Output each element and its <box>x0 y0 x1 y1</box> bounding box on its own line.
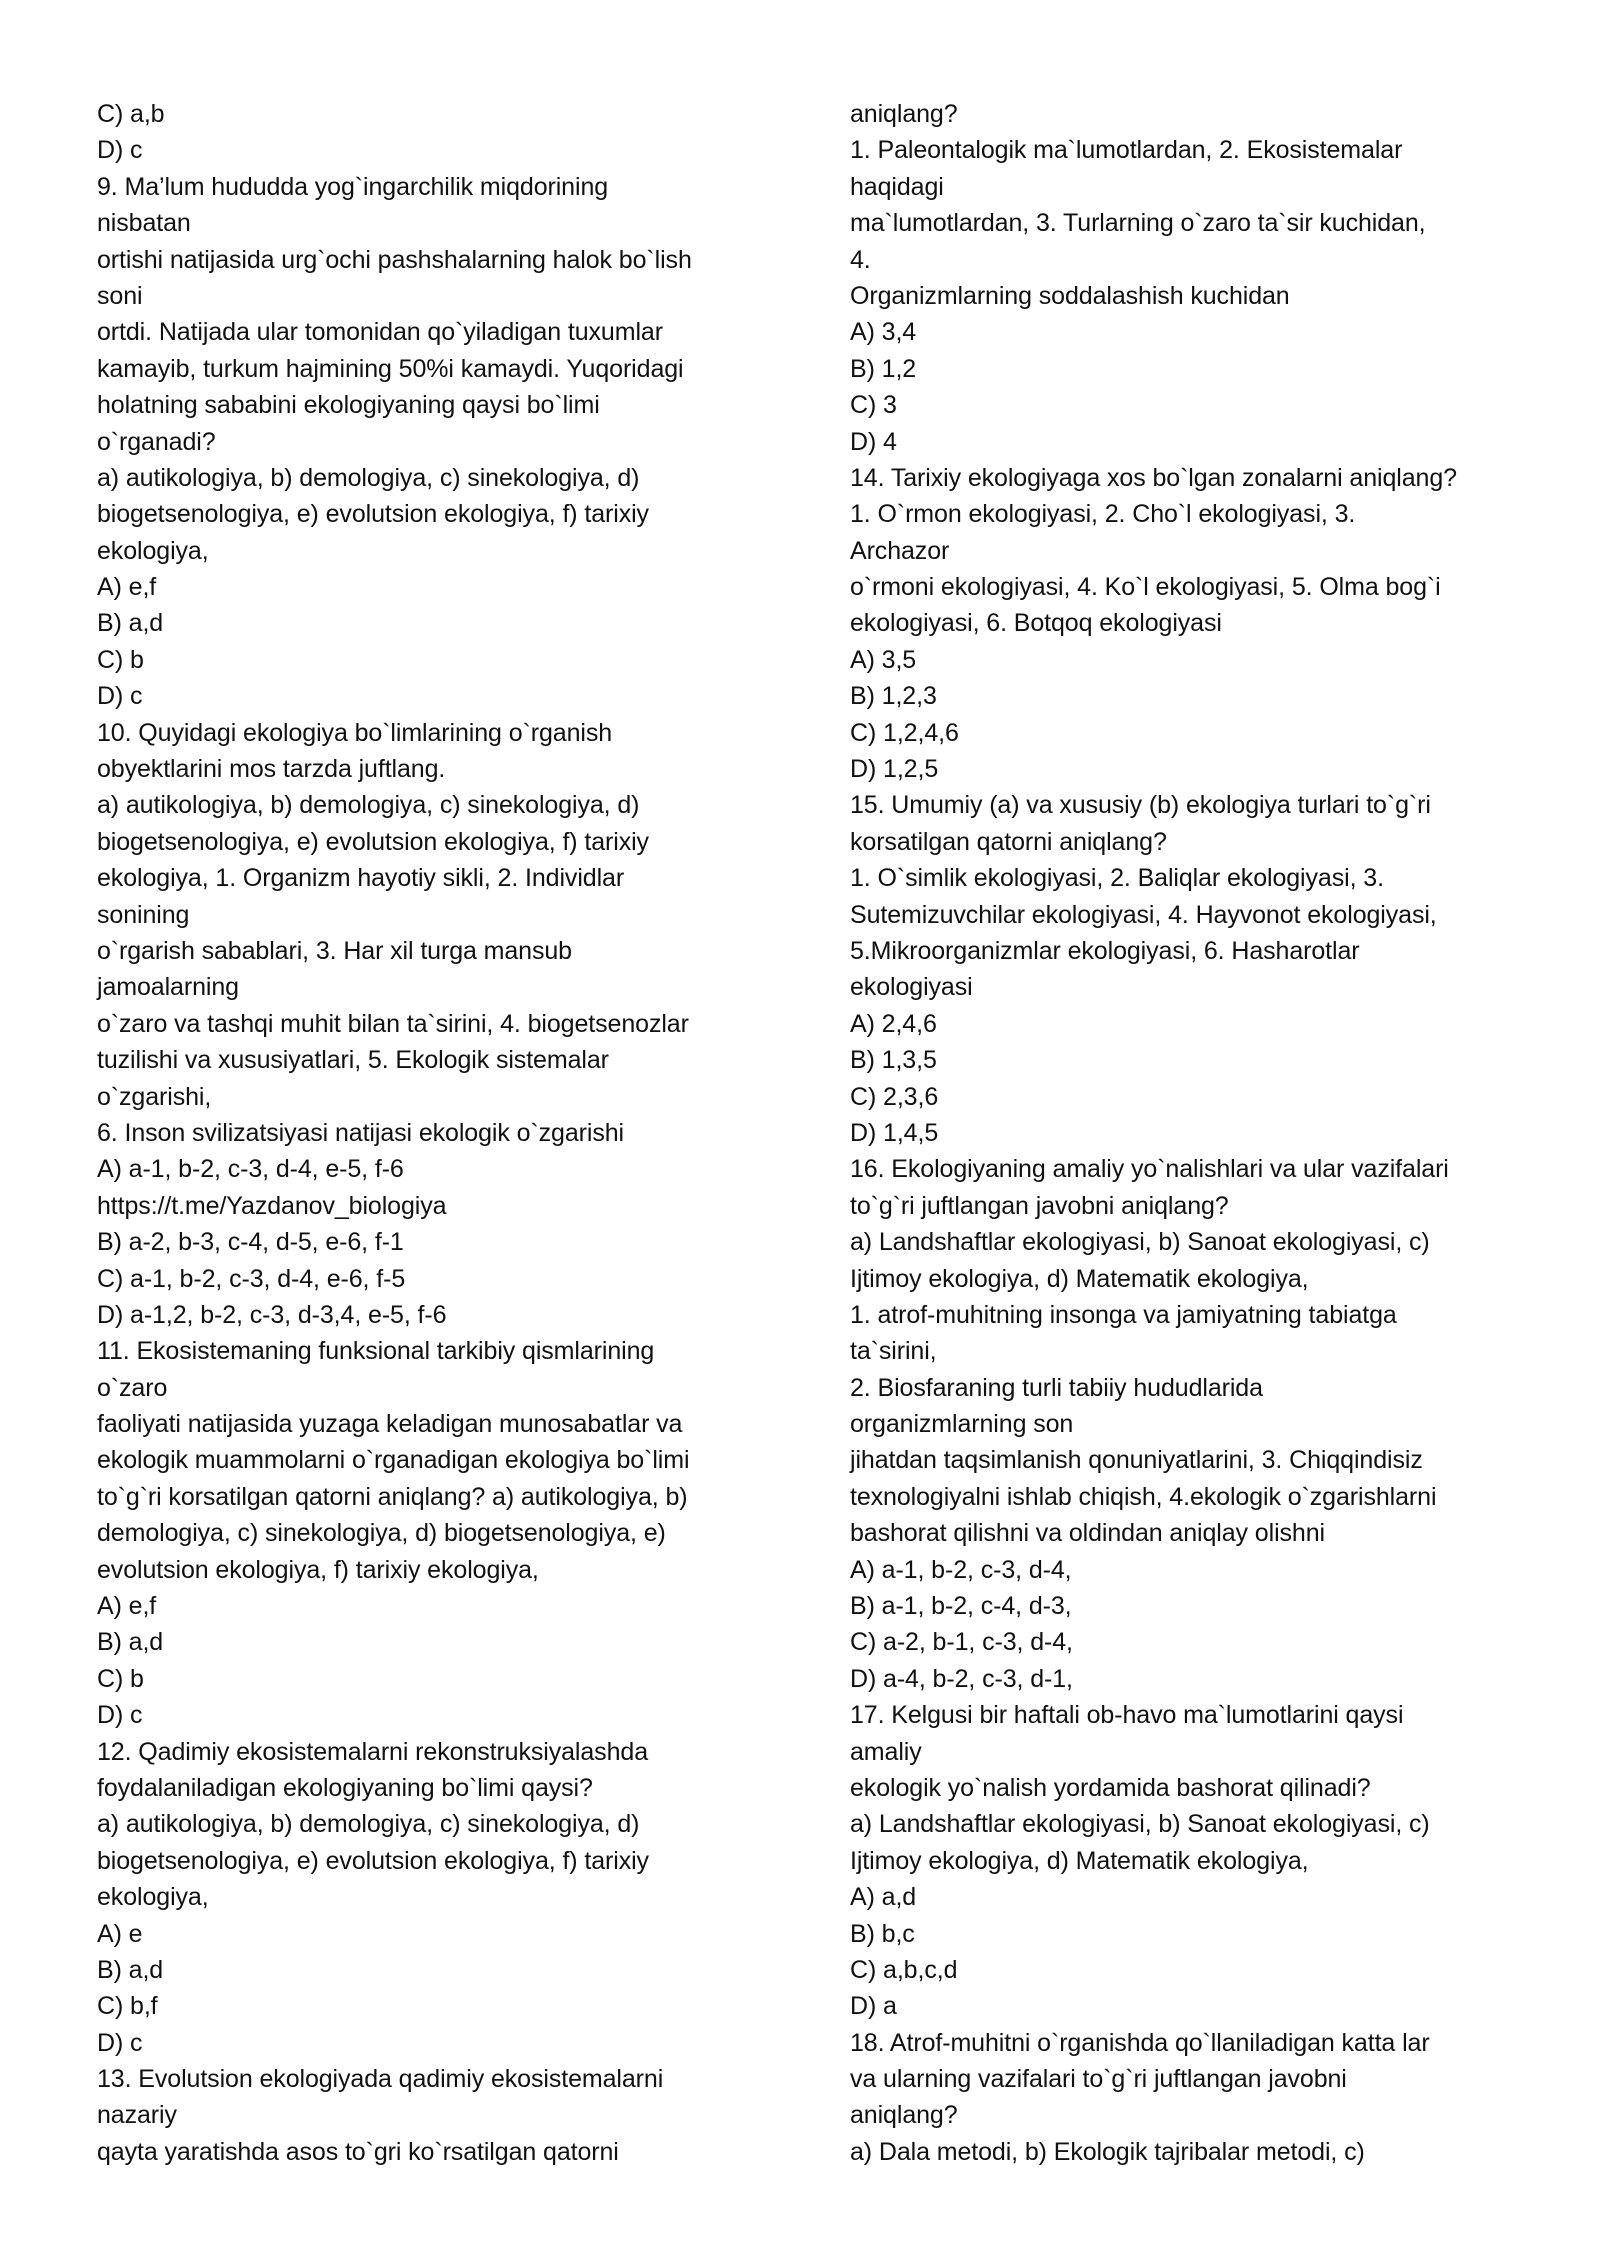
left-column-text-line: D) c <box>97 2028 143 2057</box>
left-column-text-line: 6. Inson svilizatsiyasi natijasi ekologik o`zgarishi <box>97 1118 624 1147</box>
right-column-text-line: ekologiyasi <box>850 973 973 1002</box>
left-column-text-line: a) autikologiya, b) demologiya, c) sinekologiya, d) <box>97 1810 640 1839</box>
left-column-text-line: biogetsenologiya, e) evolutsion ekologiya, f) tarixiy <box>97 827 649 856</box>
left-column-text-line: 11. Ekosistemaning funksional tarkibiy qismlarining <box>97 1337 655 1366</box>
right-column-text-line: 18. Atrof-muhitni o`rganishda qo`llaniladigan katta lar <box>850 2028 1430 2057</box>
right-column-text-line: texnologiyalni ishlab chiqish, 4.ekologik o`zgarishlarni <box>850 1482 1437 1511</box>
right-column-text-line: ma`lumotlardan, 3. Turlarning o`zaro ta`sir kuchidan, <box>850 209 1426 238</box>
left-column-text-line: demologiya, c) sinekologiya, d) biogetsenologiya, e) <box>97 1519 666 1548</box>
left-column-text-line: C) b,f <box>97 1992 158 2021</box>
left-column-text-line: D) a-1,2, b-2, c-3, d-3,4, e-5, f-6 <box>97 1300 447 1329</box>
left-column-text-line: 9. Ma’lum hududda yog`ingarchilik miqdorining <box>97 172 609 201</box>
left-column-text-line: B) a,d <box>97 609 164 638</box>
left-column-text-line: to`g`ri korsatilgan qatorni aniqlang? a) autikologiya, b) <box>97 1482 688 1511</box>
right-column-text-line: Archazor <box>850 536 950 565</box>
right-column-text-line: 4. <box>850 245 871 274</box>
left-column-text-line: foydalaniladigan ekologiyaning bo`limi qaysi? <box>97 1773 593 1802</box>
right-column-text-line: bashorat qilishni va oldindan aniqlay olishni <box>850 1519 1325 1548</box>
left-column-text-line: D) c <box>97 682 143 711</box>
right-column-text-line: 1. Paleontalogik ma`lumotlardan, 2. Ekosistemalar <box>850 136 1403 165</box>
left-column-text-line: o`zaro va tashqi muhit bilan ta`sirini, 4. biogetsenozlar <box>97 1009 689 1038</box>
left-column-text-line: nazariy <box>97 2101 177 2130</box>
right-column-text-line: D) 4 <box>850 427 897 456</box>
right-column-text-line: 2. Biosfaraning turli tabiiy hududlarida <box>850 1373 1263 1402</box>
left-column-text-line: a) autikologiya, b) demologiya, c) sinekologiya, d) <box>97 463 640 492</box>
right-column-text-line: korsatilgan qatorni aniqlang? <box>850 827 1167 856</box>
right-column-text-line: amaliy <box>850 1737 922 1766</box>
right-column-text-line: Ijtimoy ekologiya, d) Matematik ekologiya, <box>850 1846 1309 1875</box>
right-column-text-line: aniqlang? <box>850 100 958 128</box>
left-column-text-line: o`zgarishi, <box>97 1082 212 1111</box>
left-column-text-line: holatning sababini ekologiyaning qaysi bo`limi <box>97 391 600 420</box>
right-column-text-line: C) a,b,c,d <box>850 1955 958 1984</box>
left-column-text-line: faoliyati natijasida yuzaga keladigan munosabatlar va <box>97 1410 683 1439</box>
right-column-text-line: 16. Ekologiyaning amaliy yo`nalishlari va ular vazifalari <box>850 1155 1449 1184</box>
right-column-text-line: Ijtimoy ekologiya, d) Matematik ekologiya, <box>850 1264 1309 1293</box>
right-column-text-line: A) 2,4,6 <box>850 1009 937 1038</box>
left-column-text-line: C) b <box>97 1664 144 1693</box>
left-column-text-line: biogetsenologiya, e) evolutsion ekologiya, f) tarixiy <box>97 1846 649 1875</box>
left-column-text-line: 10. Quyidagi ekologiya bo`limlarining o`rganish <box>97 718 613 747</box>
left-column-text-line: 12. Qadimiy ekosistemalarni rekonstruksiyalashda <box>97 1737 648 1766</box>
left-column-text-line: D) c <box>97 1701 143 1730</box>
left-column-text-line: ortdi. Natijada ular tomonidan qo`yiladigan tuxumlar <box>97 318 663 347</box>
right-column-text-line: ta`sirini, <box>850 1337 937 1366</box>
left-column-text-line: ekologiya, <box>97 536 209 565</box>
right-column-text-line: va ularning vazifalari to`g`ri juftlangan javobni <box>850 2065 1347 2094</box>
right-column-text-line: C) 1,2,4,6 <box>850 718 959 747</box>
left-column-text-line: kamayib, turkum hajmining 50%i kamaydi. Yuqoridagi <box>97 354 684 383</box>
right-column-text-line: 17. Kelgusi bir haftali ob-havo ma`lumotlarini qaysi <box>850 1701 1404 1730</box>
right-column-text-line: A) a,d <box>850 1883 917 1912</box>
right-column-text-line: A) a-1, b-2, c-3, d-4, <box>850 1555 1072 1584</box>
left-column-text-line: o`zaro <box>97 1373 168 1402</box>
right-column-text-line: Sutemizuvchilar ekologiyasi, 4. Hayvonot ekologiyasi, <box>850 900 1437 929</box>
left-column-text-line: C) a,b <box>97 100 165 128</box>
right-column-text-line: A) 3,4 <box>850 318 917 347</box>
right-column-text-line: 1. O`simlik ekologiyasi, 2. Baliqlar ekologiyasi, 3. <box>850 864 1384 893</box>
right-column-text-line: B) b,c <box>850 1919 915 1948</box>
right-column-text-line: jihatdan taqsimlanish qonuniyatlarini, 3. Chiqqindisiz <box>850 1446 1423 1475</box>
left-column-text-line: A) e <box>97 1919 143 1948</box>
left-column-text-line: biogetsenologiya, e) evolutsion ekologiya, f) tarixiy <box>97 500 649 529</box>
left-column-text-line: B) a,d <box>97 1628 164 1657</box>
right-column-text-line: 1. O`rmon ekologiyasi, 2. Cho`l ekologiyasi, 3. <box>850 500 1356 529</box>
right-column-text-line: ekologiyasi, 6. Botqoq ekologiyasi <box>850 609 1222 638</box>
left-column-text-line: o`rgarish sabablari, 3. Har xil turga mansub <box>97 936 572 965</box>
right-column-text-line: B) 1,3,5 <box>850 1046 937 1075</box>
left-column-text-line: o`rganadi? <box>97 427 216 456</box>
right-column-text-line: B) 1,2 <box>850 354 917 383</box>
right-column-text-line: a) Dala metodi, b) Ekologik tajribalar metodi, c) <box>850 2137 1365 2166</box>
left-column-text-line: https://t.me/Yazdanov_biologiya <box>97 1191 447 1220</box>
right-text-column <box>850 96 1530 2170</box>
left-column-text-line: 13. Evolutsion ekologiyada qadimiy ekosistemalarni <box>97 2065 664 2094</box>
right-column-text-line: D) a <box>850 1992 897 2021</box>
left-column-text-line: A) a-1, b-2, c-3, d-4, e-5, f-6 <box>97 1155 404 1184</box>
right-column-text-line: to`g`ri juftlangan javobni aniqlang? <box>850 1191 1229 1220</box>
left-column-text-line: soni <box>97 281 143 310</box>
right-column-text-line: A) 3,5 <box>850 645 917 674</box>
right-column-text-line: haqidagi <box>850 172 944 201</box>
right-column-text-line: D) 1,2,5 <box>850 755 939 784</box>
left-column-text-line: C) a-1, b-2, c-3, d-4, e-6, f-5 <box>97 1264 406 1293</box>
right-column-text-line: a) Landshaftlar ekologiyasi, b) Sanoat ekologiyasi, c) <box>850 1810 1430 1839</box>
right-column-text-line: D) a-4, b-2, c-3, d-1, <box>850 1664 1073 1693</box>
left-column-text-line: C) b <box>97 645 144 674</box>
right-column-text-line: a) Landshaftlar ekologiyasi, b) Sanoat ekologiyasi, c) <box>850 1228 1430 1257</box>
left-column-text-line: obyektlarini mos tarzda juftlang. <box>97 755 446 784</box>
left-column-text-line: sonining <box>97 900 190 929</box>
right-column-text-line: organizmlarning son <box>850 1410 1074 1439</box>
right-column-text-line: B) a-1, b-2, c-4, d-3, <box>850 1592 1072 1621</box>
right-column-text-line: 15. Umumiy (a) va xususiy (b) ekologiya turlari to`g`ri <box>850 791 1431 820</box>
right-column-text-line: 5.Mikroorganizmlar ekologiyasi, 6. Hasharotlar <box>850 936 1360 965</box>
left-column-text-line: qayta yaratishda asos to`gri ko`rsatilgan qatorni <box>97 2137 619 2166</box>
right-column-text-line: ekologik yo`nalish yordamida bashorat qilinadi? <box>850 1773 1371 1802</box>
right-column-text-line: D) 1,4,5 <box>850 1118 939 1147</box>
right-column-text-line: Organizmlarning soddalashish kuchidan <box>850 281 1290 310</box>
left-column-text-line: A) e,f <box>97 573 157 602</box>
left-column-text-line: ekologiya, 1. Organizm hayotiy sikli, 2. Individlar <box>97 864 625 893</box>
right-column-text-line: 14. Tarixiy ekologiyaga xos bo`lgan zonalarni aniqlang? <box>850 463 1457 492</box>
left-column-text-line: B) a,d <box>97 1955 164 1984</box>
right-column-text-line: o`rmoni ekologiyasi, 4. Ko`l ekologiyasi, 5. Olma bog`i <box>850 573 1441 602</box>
left-column-text-line: evolutsion ekologiya, f) tarixiy ekologiya, <box>97 1555 539 1584</box>
right-column-text-line: aniqlang? <box>850 2101 958 2130</box>
right-column-text-line: C) 2,3,6 <box>850 1082 939 1111</box>
left-column-text-line: D) c <box>97 136 143 165</box>
left-column-text-line: nisbatan <box>97 209 191 238</box>
left-column-text-line: B) a-2, b-3, c-4, d-5, e-6, f-1 <box>97 1228 404 1257</box>
left-column-text-line: ortishi natijasida urg`ochi pashshalarning halok bo`lish <box>97 245 692 274</box>
right-column-text-line: B) 1,2,3 <box>850 682 937 711</box>
right-column-text-line: 1. atrof-muhitning insonga va jamiyatning tabiatga <box>850 1300 1397 1329</box>
left-column-text-line: ekologiya, <box>97 1883 209 1912</box>
left-column-text-line: A) e,f <box>97 1592 157 1621</box>
left-column-text-line: ekologik muammolarni o`rganadigan ekologiya bo`limi <box>97 1446 690 1475</box>
left-text-column <box>97 96 797 2170</box>
right-column-text-line: C) a-2, b-1, c-3, d-4, <box>850 1628 1073 1657</box>
left-column-text-line: tuzilishi va xususiyatlari, 5. Ekologik sistemalar <box>97 1046 609 1075</box>
left-column-text-line: a) autikologiya, b) demologiya, c) sinekologiya, d) <box>97 791 640 820</box>
right-column-text-line: C) 3 <box>850 391 897 420</box>
left-column-text-line: jamoalarning <box>97 973 239 1002</box>
